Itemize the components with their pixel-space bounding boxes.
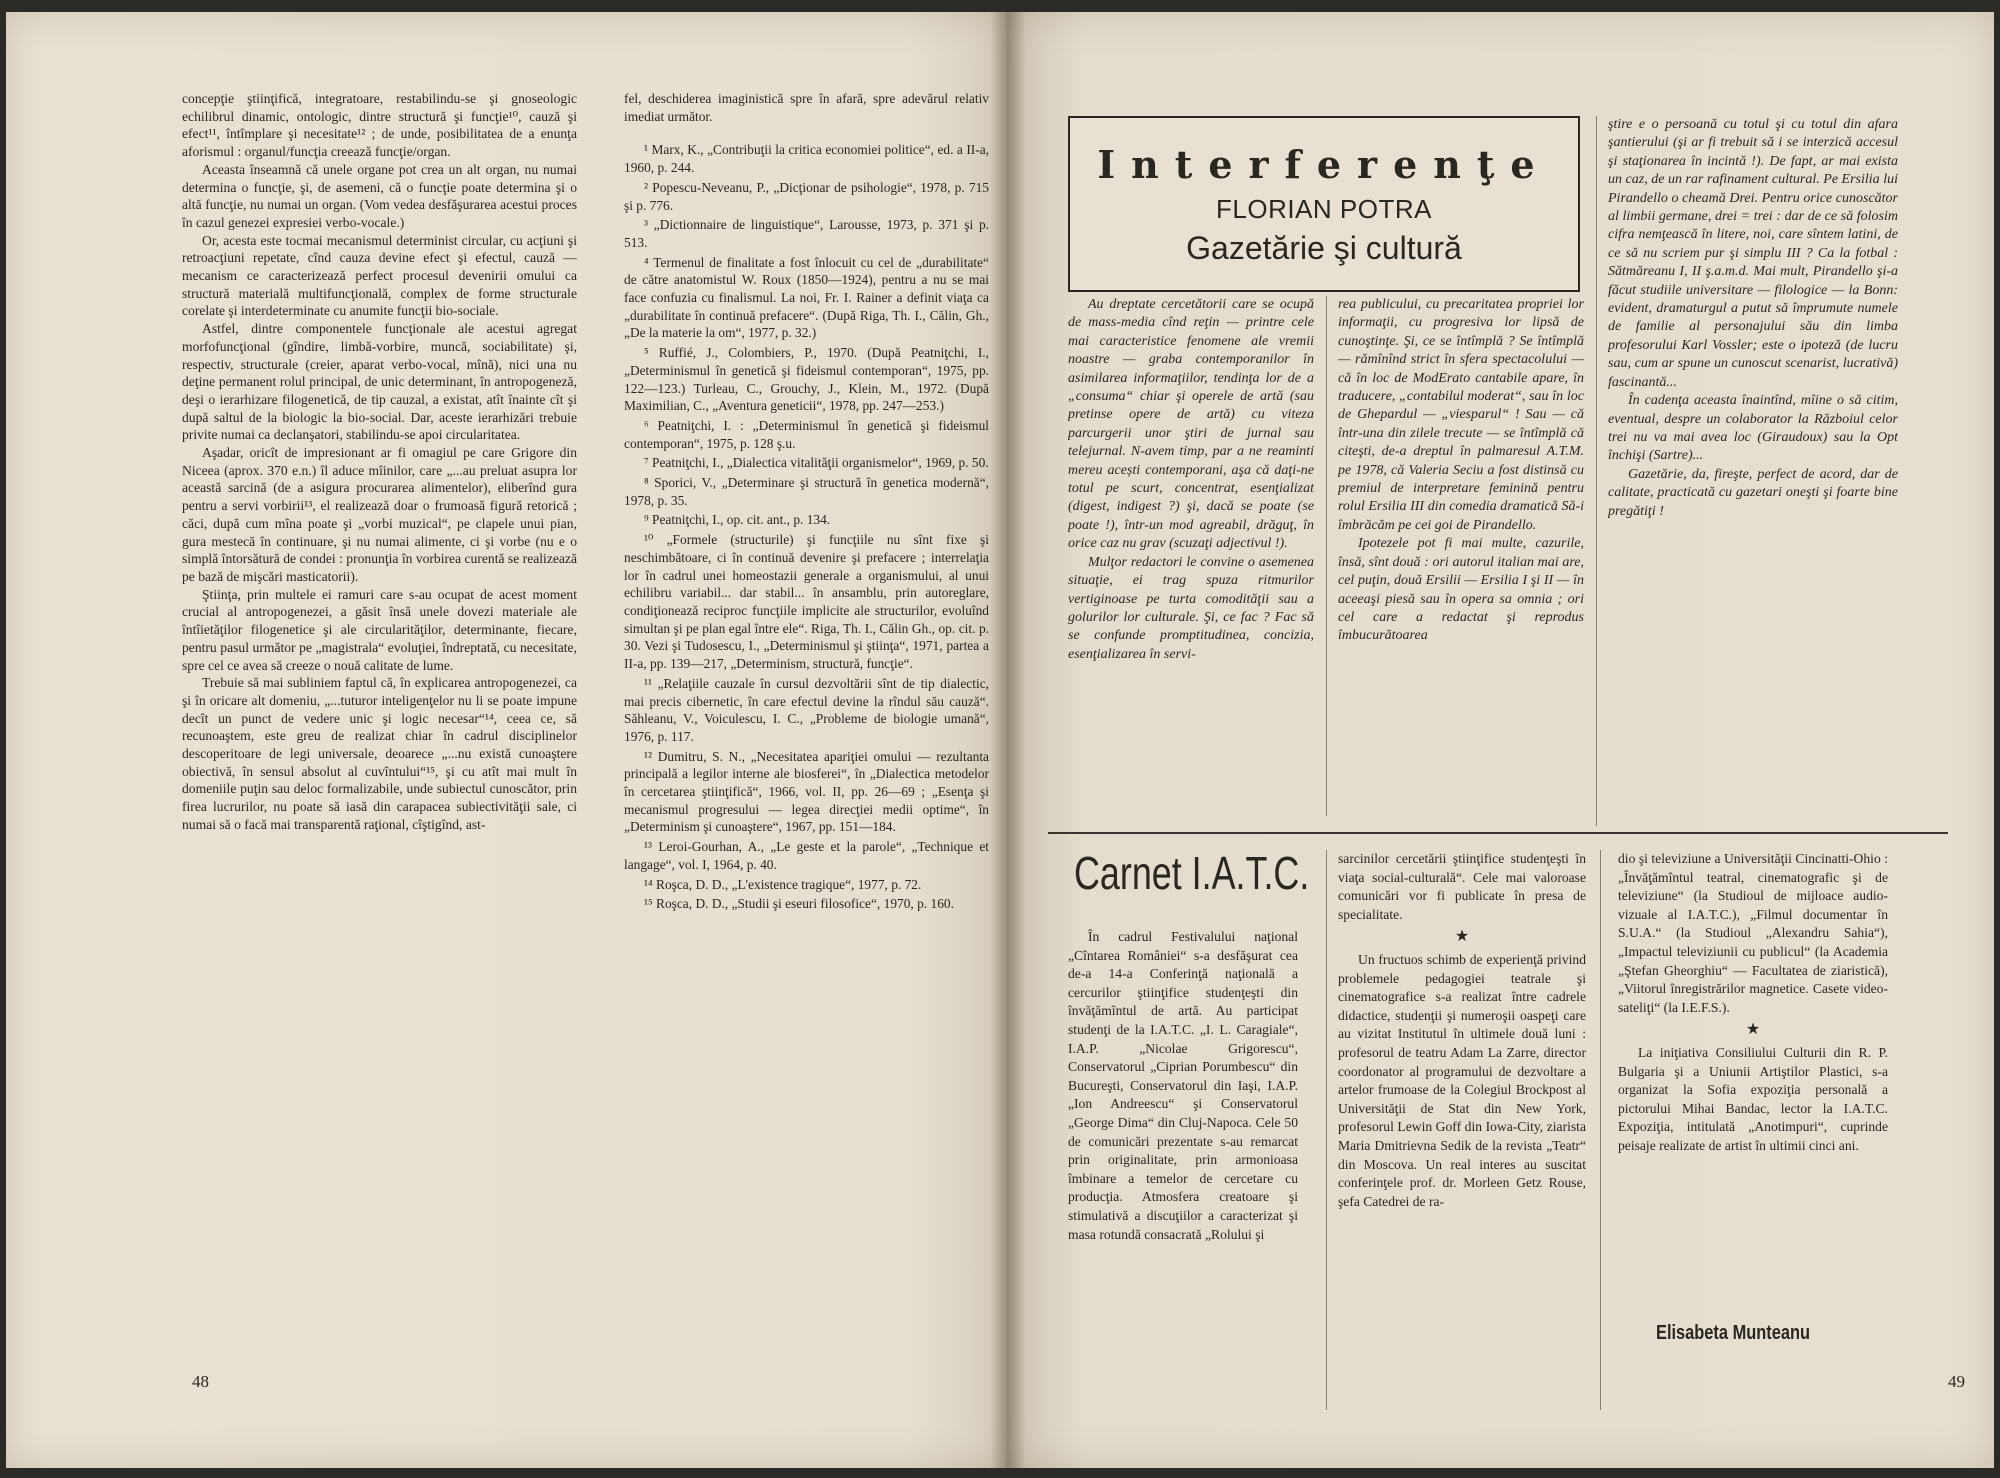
footnote: ¹² Dumitru, S. N., „Necesitatea apariţiei omului — rezultanta principală a legilor interne ale biosferei“, în „Dialectica metodelor în cercetarea ştiinţifică“, 1966, vol. II, pp. 26—69 ; „Esenţa şi mecanismul progresului — legea direcţiei medii optime“, în „Determinism şi cunoaştere“, 1967, pp. 151—184. bbox=[624, 748, 989, 835]
footnote: ⁹ Peatniţchi, I., op. cit. ant., p. 134. bbox=[644, 512, 831, 528]
interferente-column-2 bbox=[1338, 296, 1584, 816]
footnote: ² Popescu-Neveanu, P., „Dicţionar de psihologie“, 1978, p. 715 şi p. 776. bbox=[624, 179, 989, 213]
footnote: ⁶ Peatniţchi, I. : „Determinismul în genetică şi fideismul contemporan“, 1975, p. 128 ş.u. bbox=[624, 417, 989, 451]
paragraph: Un fructuos schimb de experienţă privind problemele pedagogiei teatrale şi cinematografice s-a realizat între cadrele didactice, studenţii şi numeroşii oaspeţi care au vizitat Institutul în ultimele două luni : profesorul de teatru Adam La Zarre, director coordonator al programului de dezvoltare a artelor frumoase de la Colegiul Brockpost al Universităţii de Stat din New York, profesorul Lewin Goff din Iowa-City, ziarista Maria Dmitrievna Sedik de la revista „Teatr“ din Moscova. Un real interes au suscitat conferinţele prof. dr. Morleen Getz Rouse, şefa Catedrei de ra- bbox=[1338, 951, 1586, 1209]
footnote: ¹³ Leroi-Gourhan, A., „Le geste et la parole“, „Technique et langage“, vol. I, 1964, p. 40. bbox=[624, 839, 989, 872]
footnote: ¹⁵ Roşca, D. D., „Studii şi eseuri filosofice“, 1970, p. 160. bbox=[644, 896, 954, 912]
footnote: ⁴ Termenul de finalitate a fost înlocuit cu cel de „durabilitate“ de către anatomistul W. Roux (1850—1924), pentru a nu se mai face confuzia cu finalismul. La noi, Fr. I. Rainer a definit viaţa ca „durabilitate în continuă prefacere“. (După Riga, Th. I., Călin, Gh., „De la materie la om“, 1977, p. 32.) bbox=[624, 254, 989, 341]
section-divider bbox=[1048, 832, 1948, 834]
section-title: Interferenţe bbox=[1097, 142, 1551, 187]
paragraph: În cadrul Festivalului naţional „Cîntarea României“ s-a desfăşurat cea de-a 14-a Conferinţă naţională a cercurilor ştiinţifice studenţeşti din învăţămîntul de artă. Au participat studenţi de la I.A.T.C. „I. L. Caragiale“, I.A.P. „Nicolae Grigorescu“, Conservatorul „Ciprian Porumbescu“ din Bucureşti, Conservatorul din Iaşi, I.A.P. „Ion Andreescu“ şi Conservatorul „George Dima“ din Cluj-Napoca. Cele 50 de comunicări prezentate s-au remarcat prin originalitate, prin armonioasa îmbinare a temelor de cercetare cu producţia. Atmosfera creatoare şi stimulativă a discuţiilor a caracterizat şi masa rotundă consacrată „Rolului şi bbox=[1068, 929, 1298, 1242]
paragraph: rea publicului, cu precaritatea propriei lor informaţii, cu progresiva lor lipsă de cunoştinţe. Şi, ce se întîmplă ? Se întîmplă — rămînînd strict în sfera spectacolului — că în loc de ModErato cantabile apare, în traducere, „contabilul moderat“, sau în loc de Ghepardul — „viesparul“ ! Sau — că într-una din zilele trecute — se întîmplă că citeşti, de-a dreptul în palmaresul A.T.M. pe 1978, că Valeria Seciu a fost distinsă cu premiul de interpretare feminină pentru rolul Ersilia III din comedia dramatică Să-i îmbrăcăm pe cei goi de Pirandello. bbox=[1338, 297, 1584, 533]
carnet-title: Carnet I.A.T.C. bbox=[1074, 847, 1310, 899]
book-gutter bbox=[990, 12, 1026, 1468]
footnote: ³ „Dictionnaire de linguistique“, Larousse, 1973, p. 371 şi p. 513. bbox=[624, 217, 989, 250]
footnote: ⁷ Peatniţchi, I., „Dialectica vitalităţii organismelor“, 1969, p. 50. bbox=[644, 455, 989, 471]
interferente-header-box bbox=[1068, 116, 1580, 292]
paragraph: Aşadar, oricît de impresionant ar fi omagiul pe care Grigore din Niceea (aprox. 370 e.n.) îl aduce mîinilor, care „...au preluat asupra lor această sarcină (de a asigura procurarea alimentelor), eliberînd gura pentru a servi vorbirii¹³, el realizează doar o frumoasă figură retorică ; căci, după cum mîna poate şi „vorbi muzical“, pe clapele unui pian, gura mestecă în continuare, şi nu numai alimente, ci şi vorbe (nu e o simplă întorsătură de condei : pronunţia în vorbirea curentă se realizează pe bază de mişcări masticatorii). bbox=[182, 445, 577, 584]
footnote: ¹¹ „Relaţiile cauzale în cursul dezvoltării sînt de tip dialectic, mai precis cibernetic, în care efectul devine la rîndul său cauză“. Săhleanu, V., Voiculescu, I. C., „Probleme de biologie umană“, 1976, p. 117. bbox=[624, 675, 989, 744]
carnet-column-2 bbox=[1338, 850, 1586, 1418]
paragraph: La iniţiativa Consiliului Culturii din R. P. Bulgaria şi a Uniunii Artiştilor Plastici, s-a organizat la Sofia expoziţia personală a pictorului Mihai Bandac, lector la I.A.T.C. Expoziţia, intitulată „Anotimpuri“, cuprinde peisaje realizate de artist în ultimii cinci ani. bbox=[1618, 1044, 1888, 1153]
footnote: ¹⁴ Roşca, D. D., „L'existence tragique“, 1977, p. 72. bbox=[644, 876, 922, 892]
star-separator: ★ bbox=[1745, 1021, 1761, 1039]
article-title: Gazetărie şi cultură bbox=[1186, 230, 1462, 266]
footnote: ⁸ Sporici, V., „Determinare şi structură în genetica modernă“, 1978, p. 35. bbox=[624, 475, 989, 508]
paragraph: Au dreptate cercetătorii care se ocupă de mass-media cînd reţin — printre cele mai caracteristice fenomene ale vremii noastre — graba contemporanilor în asimilarea informaţiilor, tendinţa lor de a „consuma“ chiar şi operele de artă (sau pretinse opere de artă) cu viteza parcurgerii unor ştiri de jurnal sau telejurnal. N-avem timp, par a ne reaminti mereu acești contemporani, aşa că daţi-ne totul pe scurt, concentrat, esenţializat (digest, indigest ?) şi, dacă se poate (se poate !), într-un mod agreabil, drăguţ, în orice caz nu grav (scuzaţi adjectivul !). bbox=[1068, 297, 1314, 552]
paragraph: Ştiinţa, prin multele ei ramuri care s-au ocupat de acest moment crucial al antropogenezei, a găsit însă unele dovezi materiale ale întîietăţilor filogenetice şi ale circularităţilor, determinante, fiecare, pentru pasul următor pe „magistrala“ evoluţiei, îndreptată, cu necesitate, spre cel ce avea să creeze o nouă calitate de lume. bbox=[182, 586, 577, 673]
footnote: ¹⁰ „Formele (structurile) şi funcţiile nu sînt fixe şi neschimbătoare, ci în continuă devenire şi prefacere ; interrelaţia lor în cadrul unei homeostazii generale a organismului, al unui echilibru variabil... dar stabil... în ansamblu, prin autoreglare, condiţionează reciproc funcţiile implicite ale structurilor, evoluînd simultan şi pe plan egal între ele“. Riga, Th. I., Călin Gh., op. cit. p. 30. Vezi şi Tudosescu, I., „Determinismul şi ştiinţa“, 1971, partea a II-a, pp. 139—217, „Determinism, structură, funcţie“. bbox=[624, 532, 989, 672]
column-divider bbox=[1326, 296, 1327, 816]
article-author: FLORIAN POTRA bbox=[1216, 194, 1432, 224]
left-main-column bbox=[182, 90, 577, 1370]
paragraph: dio şi televiziune a Universităţii Cincinatti-Ohio : „Învăţămîntul teatral, cinematografic şi de televiziune“ (la Studioul de mijloace audio-vizuale al I.A.T.C.), „Filmul documentar în S.U.A.“ (la Studioul „Alexandru Sahia“), „Impactul televiziunii cu publicul“ (la Academia „Ştefan Gheorghiu“ — Facultatea de ziaristică), „Viitorul înregistrărilor magnetice. Casete video-sateliţi“ (la I.E.F.S.). bbox=[1618, 851, 1888, 1015]
paragraph: concepţie ştiinţifică, integratoare, restabilindu-se şi gnoseologic echilibrul dinamic, ontologic, dintre structură şi funcţie¹⁰, cauză şi efect¹¹, întîmplare şi necesitate¹² ; de unde, posibilitatea de a enunţa aforismul : organul/funcţia creează funcţie/organ. bbox=[182, 91, 577, 160]
paragraph: Ipotezele pot fi mai multe, cazurile, însă, sînt două : ori autorul italian mai are, cel puţin, două Ersilii — Ersilia I şi II — în aceeaşi piesă sau în opera sa omnia ; ori cel care a redactat şi reprodus îmbucurătoarea bbox=[1338, 536, 1584, 644]
column-divider bbox=[1600, 850, 1601, 1410]
paragraph: Or, acesta este tocmai mecanismul determinist circular, cu acţiuni şi retroacţiuni repetate, cînd cauza devine efect şi efectul, cauză — mecanism ce caracterizează perfect procesul devenirii omului ca structură materială multifuncţională, complex de forme structurale corelate şi interdeterminate cu anumite funcţii bio-sociale. bbox=[182, 232, 577, 319]
interferente-column-3 bbox=[1608, 116, 1898, 826]
left-footnotes-column bbox=[624, 90, 989, 1360]
interferente-column-1 bbox=[1068, 296, 1314, 816]
paragraph: Mulţor redactori le convine o asemenea situaţie, ei trag spuza ritmurilor vertiginoase pe turta comodităţii sau a golurilor lor culturale. Şi, ce fac ? Fac să se confunde promptitudinea, concizia, esenţializarea în servi- bbox=[1068, 554, 1314, 662]
paragraph: sarcinilor cercetării ştiinţifice studenţeşti în viaţa social-culturală“. Cele mai valoroase comunicări vor fi publicate în presa de specialitate. bbox=[1338, 851, 1586, 922]
paragraph: fel, deschiderea imaginistică spre în afară, spre adevărul relativ imediat următor. bbox=[624, 91, 989, 124]
paragraph: Gazetărie, da, fireşte, perfect de acord, dar de calitate, practicată cu gazetari oneşti şi foarte bine pregătiţi ! bbox=[1608, 466, 1898, 519]
paragraph: Trebuie să mai subliniem faptul că, în explicarea antropogenezei, ca şi în oricare alt domeniu, „...tuturor inteligenţelor nu li se poate impune decît un punct de vedere unic şi logic necesar“¹⁴, ceea ce, să recunoaştem, este greu de realizat chiar în cadrul disciplinelor descoperitoare de legi universale, deoarece „...nu există cunoaştere obiectivă, în sensul absolut al cuvîntului“¹⁵, şi cu atît mai mult în domeniile puţin sau deloc formalizabile, unde subiectul cunoscător, prin firea lucrurilor, nu poate să iasă din carapacea subiectivităţii sale, ci numai să o facă mai transparentă raţional, cîştigînd, ast- bbox=[182, 675, 577, 832]
page-number-right: 49 bbox=[1948, 1372, 1965, 1391]
paragraph: În cadenţa aceasta înaintînd, mîine o să citim, eventual, despre un colaborator la Războiul celor trei nu va mai avea loc (Giraudoux) sau la Opt închişi (Sartre)... bbox=[1608, 393, 1898, 464]
carnet-column-3 bbox=[1618, 850, 1888, 1370]
star-separator: ★ bbox=[1454, 928, 1470, 946]
footnote: ⁵ Ruffié, J., Colombiers, P., 1970. (După Peatniţchi, I., „Determinismul în genetică şi fideismul contemporan“, 1975, pp. 122—123.) Turleau, C., Grouchy, J., Klein, M., 1972. (După Maximilian, C., „Aventura geneticii“, 1978, pp. 247—253.) bbox=[624, 345, 989, 414]
carnet-column-1 bbox=[1068, 928, 1298, 1418]
paragraph: ştire e o persoană cu totul şi cu totul din afara şantierului (şi ar fi trebuit să i se interzică accesul şi staţionarea în incintă !). De fapt, ar mai exista un caz, de un rar rafinament cultural. Pe Ersilia lui Pirandello o cheamă Drei. Pentru orice cunoscător al limbii germane, drei = trei : dar de ce să folosim cifra nemţească în litere, noi, care sîntem latini, de ce să nu scriem pur şi simplu III ? Ca la fotbal : Sătmăreanu I, II ş.a.m.d. Mai mult, Pirandello şi-a făcut studiile universitare — filologice — la Bonn: evident, dramaturgul a putut să împrumute numele de familie al personajului său din limba profesorului Karl Vossler; este o ipoteză (de lucru sau, cum ar spune un cunoscut scenarist, lucrativă) fascinantă... bbox=[1608, 117, 1898, 390]
page-number-left: 48 bbox=[192, 1372, 209, 1391]
column-divider bbox=[1596, 116, 1597, 826]
column-divider bbox=[1326, 850, 1327, 1410]
footnote: ¹ Marx, K., „Contribuţii la critica economiei politice“, ed. a II-a, 1960, p. 244. bbox=[624, 142, 989, 176]
paragraph: Aceasta înseamnă că unele organe pot crea un alt organ, nu numai determina o funcţie, şi, de asemeni, că o funcţie poate determina şi o altă funcţie, nu numai un organ. (Vom vedea desfăşurarea acestui proces în cazul genezei expresiei verbo-vocale.) bbox=[182, 161, 577, 230]
paragraph: Astfel, dintre componentele funcţionale ale acestui agregat morfofuncţional (gîndire, limbă-vorbire, muncă, sociabilitate) şi, respectiv, structurale (creier, aparat verbo-vocal, mînă), nici una nu deţine permanent rolul principal, de unic determinant, în antropogeneză, deşi o ierarhizare filogenetică, de tip cauzal, a existat, atît înainte cît şi după saltul de la biologic la bio-social. Dar, aceste ierarhizări trebuie privite numai ca declanşatori, stabilindu-se apoi circularitatea. bbox=[182, 321, 577, 443]
carnet-signature: Elisabeta Munteanu bbox=[1656, 1322, 1811, 1344]
